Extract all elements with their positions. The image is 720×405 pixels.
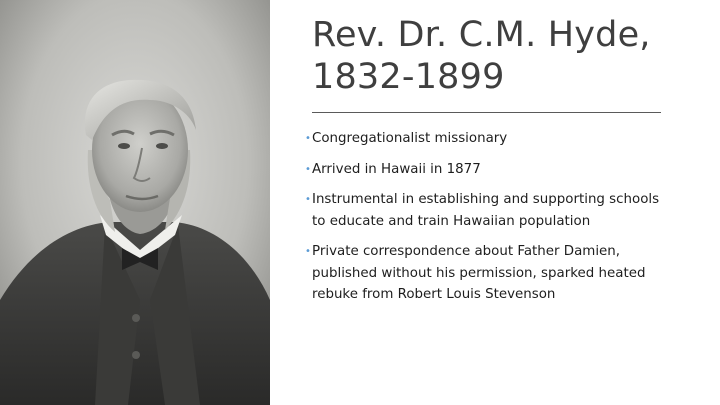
bullet-item [305,241,695,306]
bullet-text: Congregationalist missionary [312,131,508,146]
bullet-dot-icon: • [305,133,311,144]
bullet-text: Arrived in Hawaii in 1877 [312,161,481,177]
bullet-dot-icon: • [305,163,311,175]
bullet-item [305,128,695,150]
bullet-item [305,159,695,181]
bullet-text: Private correspondence about Father Damien, [312,244,621,259]
bullet-dot-icon: • [305,246,311,257]
title-line-years: 1832-1899 [312,57,505,97]
bullet-item [305,189,695,232]
slide-title [312,14,702,98]
title-line-name: Rev. Dr. C.M. Hyde, [312,15,651,55]
bullet-list [305,128,695,315]
title-divider [312,112,661,113]
bullet-text: Instrumental in establishing and supporting schools [312,192,660,207]
bullet-text: rebuke from Robert Louis Stevenson [312,287,556,302]
portrait-photo [0,0,270,405]
bullet-dot-icon: • [305,194,311,205]
bullet-text: published without his permission, sparked heated [312,265,646,281]
bullet-text: to educate and train Hawaiian population [312,213,591,229]
